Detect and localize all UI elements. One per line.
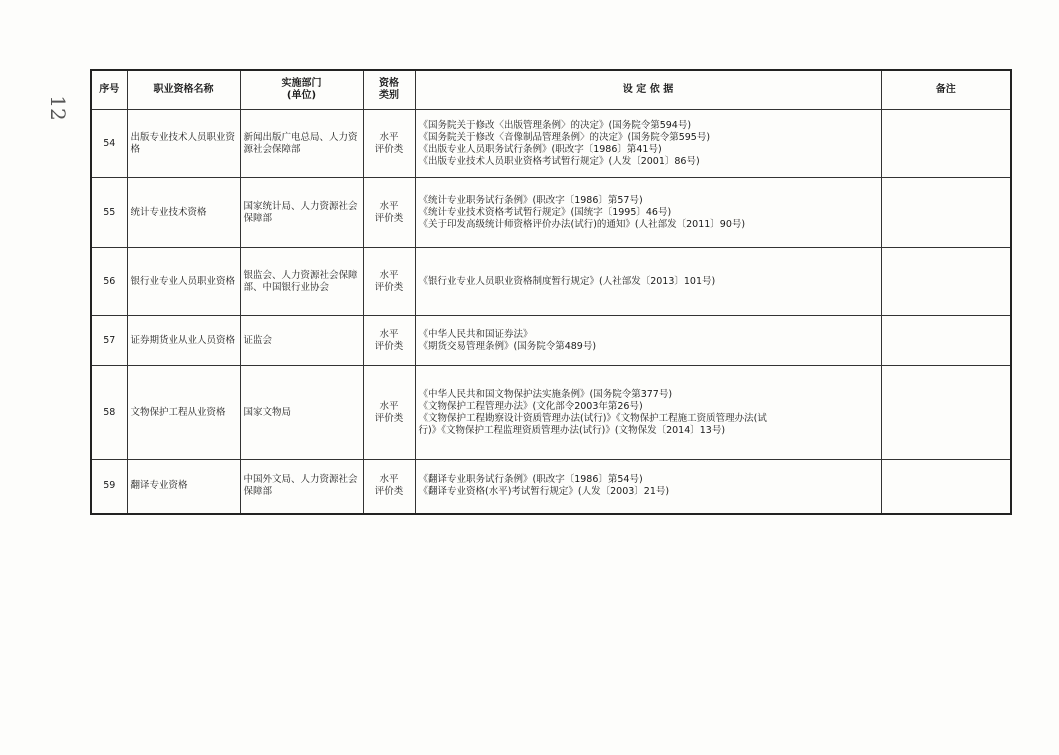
basis-line: 《文物保护工程勘察设计资质管理办法(试行)》《文物保护工程施工资质管理办法(试 — [418, 412, 767, 424]
header-no: 序号 — [91, 70, 127, 110]
qualification-table-container — [90, 69, 1012, 515]
cell-basis — [415, 178, 881, 248]
cell-type: 水平 评价类 — [363, 460, 415, 514]
table-row — [91, 316, 1011, 366]
basis-line: 《中华人民共和国证券法》 — [418, 328, 533, 340]
table-row — [91, 366, 1011, 460]
cell-dept: 国家统计局、人力资源社会保障部 — [240, 178, 363, 248]
cell-basis — [415, 110, 881, 178]
cell-name: 统计专业技术资格 — [127, 178, 240, 248]
cell-no: 59 — [91, 460, 127, 514]
cell-name: 翻译专业资格 — [127, 460, 240, 514]
cell-basis — [415, 248, 881, 316]
basis-line: 行)》《文物保护工程监理资质管理办法(试行)》(文物保发〔2014〕13号) — [418, 424, 726, 436]
cell-type: 水平 评价类 — [363, 110, 415, 178]
cell-no: 55 — [91, 178, 127, 248]
cell-no: 54 — [91, 110, 127, 178]
table-body — [91, 110, 1011, 514]
basis-line: 《翻译专业资格(水平)考试暂行规定》(人发〔2003〕21号) — [418, 486, 670, 498]
cell-name: 证券期货业从业人员资格 — [127, 316, 240, 366]
cell-type: 水平 评价类 — [363, 248, 415, 316]
cell-dept: 新闻出版广电总局、人力资源社会保障部 — [240, 110, 363, 178]
basis-line: 《翻译专业职务试行条例》(职改字〔1986〕第54号) — [418, 474, 643, 486]
basis-line: 《银行业专业人员职业资格制度暂行规定》(人社部发〔2013〕101号) — [418, 275, 716, 287]
cell-remark — [881, 316, 1011, 366]
cell-name: 文物保护工程从业资格 — [127, 366, 240, 460]
cell-remark — [881, 366, 1011, 460]
cell-type: 水平 评价类 — [363, 366, 415, 460]
cell-dept: 银监会、人力资源社会保障部、中国银行业协会 — [240, 248, 363, 316]
header-remark: 备注 — [881, 70, 1011, 110]
cell-no: 57 — [91, 316, 127, 366]
qualification-table — [90, 69, 1012, 515]
cell-remark — [881, 248, 1011, 316]
cell-remark — [881, 178, 1011, 248]
basis-line: 《中华人民共和国文物保护法实施条例》(国务院令第377号) — [418, 388, 673, 400]
basis-line: 《统计专业职务试行条例》(职改字〔1986〕第57号) — [418, 194, 643, 206]
cell-dept: 中国外文局、人力资源社会保障部 — [240, 460, 363, 514]
cell-no: 56 — [91, 248, 127, 316]
cell-name: 银行业专业人员职业资格 — [127, 248, 240, 316]
cell-remark — [881, 110, 1011, 178]
header-dept: 实施部门 (单位) — [240, 70, 363, 110]
basis-line: 《国务院关于修改〈出版管理条例〉的决定》(国务院令第594号) — [418, 119, 692, 131]
cell-no: 58 — [91, 366, 127, 460]
table-row — [91, 460, 1011, 514]
cell-basis — [415, 460, 881, 514]
table-row — [91, 110, 1011, 178]
basis-line: 《期货交易管理条例》(国务院令第489号) — [418, 340, 597, 352]
cell-name: 出版专业技术人员职业资格 — [127, 110, 240, 178]
cell-type: 水平 评价类 — [363, 178, 415, 248]
cell-dept: 证监会 — [240, 316, 363, 366]
page-number: 12 — [46, 95, 70, 121]
table-header-row — [91, 70, 1011, 110]
basis-line: 《国务院关于修改〈音像制品管理条例〉的决定》(国务院令第595号) — [418, 131, 711, 143]
header-type: 资格 类别 — [363, 70, 415, 110]
basis-line: 《文物保护工程管理办法》(文化部令2003年第26号) — [418, 400, 643, 412]
table-row — [91, 248, 1011, 316]
cell-dept: 国家文物局 — [240, 366, 363, 460]
basis-line: 《出版专业技术人员职业资格考试暂行规定》(人发〔2001〕86号) — [418, 155, 700, 167]
table-row — [91, 178, 1011, 248]
basis-line: 《关于印发高级统计师资格评价办法(试行)的通知》(人社部发〔2011〕90号) — [418, 218, 746, 230]
cell-type: 水平 评价类 — [363, 316, 415, 366]
basis-line: 《出版专业人员职务试行条例》(职改字〔1986〕第41号) — [418, 143, 662, 155]
cell-basis — [415, 366, 881, 460]
cell-basis — [415, 316, 881, 366]
header-name: 职业资格名称 — [127, 70, 240, 110]
basis-line: 《统计专业技术资格考试暂行规定》(国统字〔1995〕46号) — [418, 206, 672, 218]
header-basis: 设 定 依 据 — [415, 70, 881, 110]
cell-remark — [881, 460, 1011, 514]
